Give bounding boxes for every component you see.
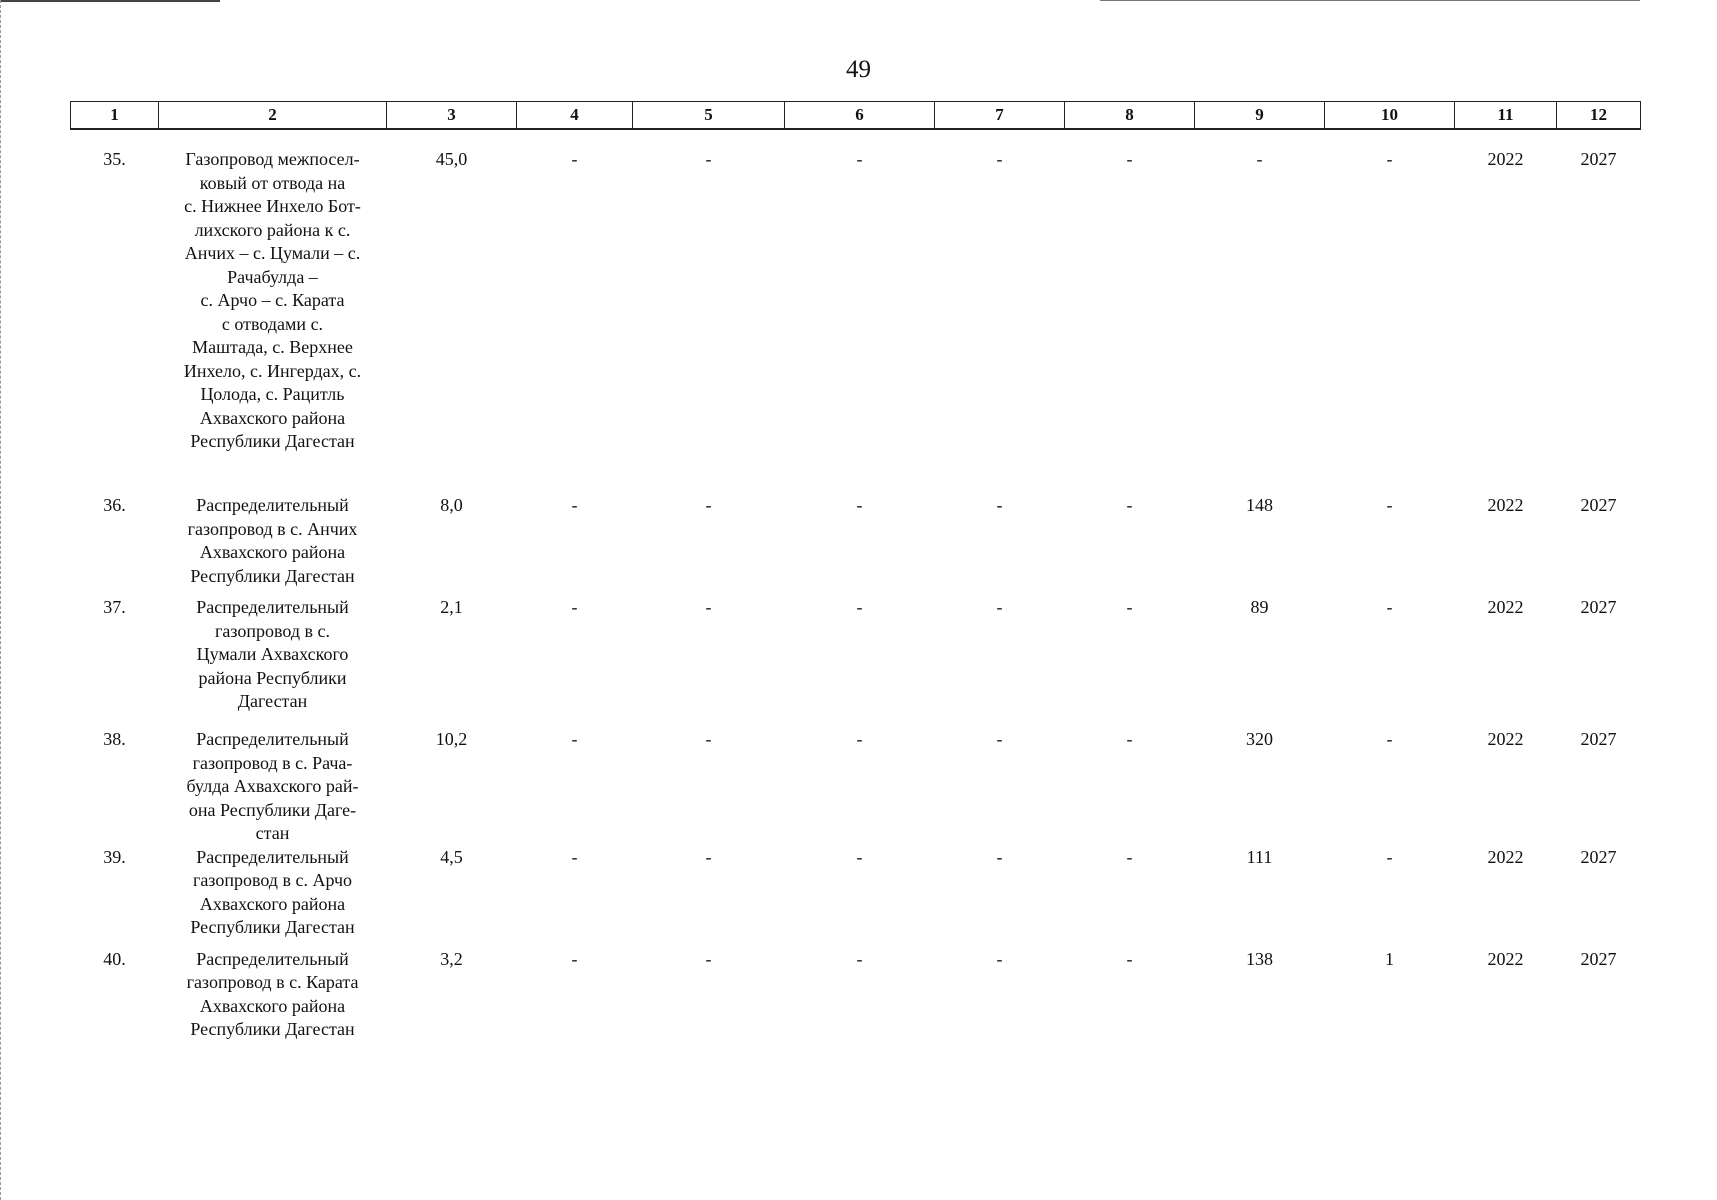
- cell-c11: 2022: [1487, 729, 1524, 749]
- object-name: [159, 494, 387, 588]
- pipeline-table: [70, 101, 1641, 1058]
- row-spacer: [71, 588, 1641, 596]
- cell-c12: 2027: [1580, 846, 1617, 867]
- cell-c10: -: [1386, 495, 1393, 515]
- object-name-line: газопровод в с.: [214, 620, 330, 641]
- row-number: 36.: [103, 495, 126, 515]
- row-spacer-cell: [71, 940, 1641, 948]
- object-name-line: Цолода, с. Рацитль: [200, 384, 345, 404]
- object-name-line: Распределительный: [196, 729, 349, 749]
- cell-c12: 2027: [1580, 495, 1617, 515]
- column-header: 11: [1455, 102, 1557, 130]
- object-name-line: Ахвахского района: [199, 542, 346, 562]
- object-name-line: Республики Дагестан: [190, 917, 355, 937]
- object-name-line: Ахвахского района: [199, 995, 346, 1016]
- column-header: 7: [935, 102, 1065, 130]
- cell-c6: -: [856, 729, 863, 749]
- object-name-line: Республики Дагестан: [190, 1019, 355, 1039]
- row-spacer-cell: [71, 716, 1641, 728]
- cell-c5: -: [705, 729, 712, 749]
- object-name-line: Маштада, с. Верхнее: [192, 337, 353, 357]
- object-name-line: Анчих – с. Цумали – с.: [184, 243, 361, 263]
- row-number: 39.: [103, 846, 126, 867]
- row-spacer-cell: [71, 472, 1641, 494]
- cell-c11: 2022: [1487, 846, 1524, 867]
- cell-c4: -: [571, 149, 578, 169]
- object-name-line: стан: [255, 823, 290, 843]
- object-name-line: булда Ахвахского рай-: [186, 776, 359, 796]
- object-name-line: она Республики Даге-: [188, 799, 357, 820]
- cell-c5: -: [705, 495, 712, 515]
- row-number: 38.: [103, 729, 126, 749]
- object-name-line: ковый от отвода на: [199, 172, 346, 193]
- object-name-line: с. Нижнее Инхело Бот-: [184, 196, 361, 216]
- column-header: 8: [1065, 102, 1195, 130]
- table-row: [71, 728, 1641, 846]
- cell-c7: -: [996, 495, 1003, 515]
- row-number: 40.: [103, 948, 126, 969]
- cell-c8: -: [1126, 495, 1133, 515]
- cell-c5: -: [705, 149, 712, 169]
- object-name-line: с. Арчо – с. Карата: [200, 290, 345, 310]
- table-row: [71, 596, 1641, 716]
- object-name-line: Ахвахского района: [199, 893, 346, 914]
- row-number: 37.: [103, 597, 126, 617]
- cell-c6: -: [856, 846, 863, 867]
- cell-c6: -: [856, 149, 863, 169]
- row-spacer: [71, 716, 1641, 728]
- column-header: 5: [633, 102, 785, 130]
- cell-c4: -: [571, 948, 578, 969]
- cell-c10: -: [1386, 597, 1393, 617]
- cell-c8: -: [1126, 948, 1133, 969]
- cell-c12: 2027: [1580, 729, 1617, 749]
- cell-c4: -: [571, 597, 578, 617]
- object-name-line: Газопровод межпосел-: [185, 149, 360, 169]
- cell-c3: 3,2: [440, 948, 463, 969]
- cell-c12: 2027: [1580, 948, 1617, 969]
- cell-c3: 4,5: [440, 846, 463, 867]
- cell-c3: 10,2: [435, 729, 468, 749]
- cell-c8: -: [1126, 729, 1133, 749]
- column-header: 4: [517, 102, 633, 130]
- cell-c9: 138: [1246, 948, 1273, 969]
- object-name-line: района Республики: [198, 667, 347, 688]
- cell-c4: -: [571, 729, 578, 749]
- page-number: 49: [846, 56, 871, 83]
- cell-c8: -: [1126, 149, 1133, 169]
- cell-c9: 148: [1246, 495, 1273, 515]
- cell-c7: -: [996, 149, 1003, 169]
- object-name-line: Распределительный: [196, 846, 349, 867]
- cell-c7: -: [996, 597, 1003, 617]
- object-name-line: Республики Дагестан: [190, 431, 355, 451]
- column-header: 12: [1557, 102, 1641, 130]
- object-name-line: Инхело, с. Ингердах, с.: [183, 360, 362, 381]
- cell-c3: 45,0: [435, 149, 468, 169]
- cell-c11: 2022: [1487, 495, 1524, 515]
- object-name-line: газопровод в с. Арчо: [192, 870, 353, 890]
- object-name-line: газопровод в с. Рача-: [192, 752, 353, 773]
- cell-c8: -: [1126, 597, 1133, 617]
- table-row: [71, 148, 1641, 472]
- object-name-line: Цумали Ахвахского: [196, 644, 349, 664]
- cell-c6: -: [856, 948, 863, 969]
- table-row: [71, 846, 1641, 940]
- object-name-line: Республики Дагестан: [190, 565, 355, 586]
- object-name-line: Распределительный: [196, 597, 349, 617]
- cell-c5: -: [705, 846, 712, 867]
- cell-c4: -: [571, 495, 578, 515]
- cell-c8: -: [1126, 846, 1133, 867]
- row-spacer: [71, 472, 1641, 494]
- cell-c5: -: [705, 948, 712, 969]
- cell-c12: 2027: [1580, 597, 1617, 617]
- cell-c12: 2027: [1580, 149, 1617, 169]
- object-name-line: Ахвахского района: [199, 407, 346, 428]
- cell-c10: 1: [1385, 948, 1394, 969]
- header-row: [71, 102, 1641, 130]
- object-name-line: лихского района к с.: [194, 219, 351, 240]
- cell-c5: -: [705, 597, 712, 617]
- cell-c9: 320: [1246, 729, 1273, 749]
- object-name: [159, 728, 387, 846]
- object-name-line: Дагестан: [237, 691, 308, 711]
- object-name: [159, 148, 387, 472]
- cell-c6: -: [856, 495, 863, 515]
- row-spacer: [71, 129, 1641, 148]
- scan-edge-left: [0, 0, 2, 1200]
- object-name: [159, 948, 387, 1058]
- cell-c7: -: [996, 948, 1003, 969]
- scan-edge-top-left: [0, 0, 220, 4]
- cell-c9: 111: [1246, 846, 1273, 867]
- cell-c7: -: [996, 846, 1003, 867]
- cell-c3: 2,1: [440, 597, 463, 617]
- column-header: 3: [387, 102, 517, 130]
- object-name-line: Распределительный: [196, 948, 349, 969]
- table-row: [71, 948, 1641, 1058]
- column-header: 1: [71, 102, 159, 130]
- object-name-line: с отводами с.: [221, 313, 324, 334]
- object-name-line: газопровод в с. Карата: [186, 972, 359, 992]
- cell-c7: -: [996, 729, 1003, 749]
- column-header: 2: [159, 102, 387, 130]
- cell-c6: -: [856, 597, 863, 617]
- cell-c9: 89: [1250, 597, 1269, 617]
- cell-c10: -: [1386, 729, 1393, 749]
- cell-c10: -: [1386, 149, 1393, 169]
- cell-c4: -: [571, 846, 578, 867]
- table-body: [71, 129, 1641, 1058]
- column-header: 9: [1195, 102, 1325, 130]
- cell-c11: 2022: [1487, 948, 1524, 969]
- cell-c3: 8,0: [440, 495, 463, 515]
- object-name-line: Распределительный: [196, 495, 349, 515]
- scan-edge-top-right: [1100, 0, 1640, 2]
- column-header: 6: [785, 102, 935, 130]
- cell-c10: -: [1386, 846, 1393, 867]
- row-number: 35.: [103, 149, 126, 169]
- table-row: [71, 494, 1641, 588]
- object-name-line: газопровод в с. Анчих: [187, 518, 358, 539]
- object-name: [159, 846, 387, 940]
- cell-c9: -: [1256, 149, 1263, 169]
- cell-c11: 2022: [1487, 597, 1524, 617]
- cell-c11: 2022: [1487, 149, 1524, 169]
- row-spacer-cell: [71, 129, 1641, 148]
- row-spacer-cell: [71, 588, 1641, 596]
- object-name: [159, 596, 387, 716]
- row-spacer: [71, 940, 1641, 948]
- column-header: 10: [1325, 102, 1455, 130]
- object-name-line: Рачабулда –: [227, 266, 318, 287]
